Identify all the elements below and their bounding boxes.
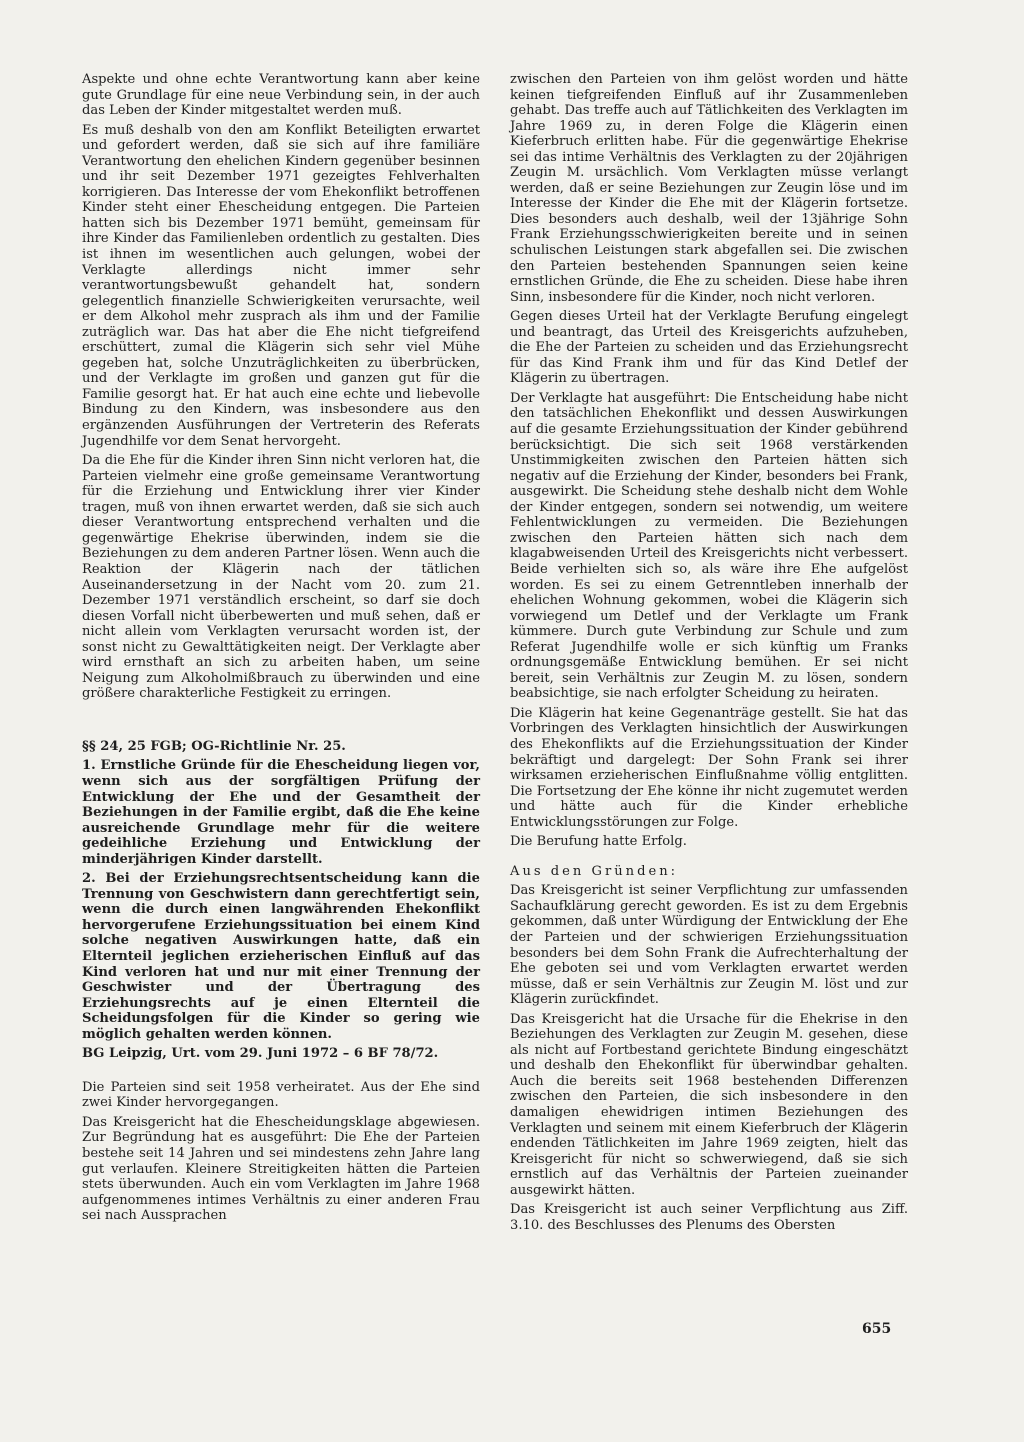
paragraph: Das Kreisgericht hat die Ursache für die Ehekrise in den Beziehungen des Verklagten zur Zeugin M. gesehen, diese als nicht auf Fortbestand gerichtete Bindung eingeschätzt und deshalb den Ehekonflikt für überwindbar gehalten. Auch die bereits seit 1968 bestehenden Differenzen zwischen den Parteien, die sich insbesondere in den damaligen ehewidrigen intimen Beziehungen des Verklagten und seinem mit einem Kieferbruch der Klägerin endenden Tätlichkeiten im Jahre 1969 zeigten, hielt das Kreisgericht für nicht so schwerwiegend, daß sie sich ernstlich auf das Verhältnis der Parteien zueinander ausgewirkt hätten. <box>510 1011 908 1198</box>
paragraph: Das Kreisgericht ist seiner Verpflichtung zur umfassenden Sachaufklärung gerecht geworden. Es ist zu dem Ergebnis gekommen, daß unter Würdigung der Entwicklung der Ehe der Parteien und der schwierigen Erziehungssituation besonders bei dem Sohn Frank die Aufrechterhaltung der Ehe geboten sei und vom Verklagten erwartet werden müsse, daß er sein Verhältnis zur Zeugin M. löst und zur Klägerin zurückfindet. <box>510 883 908 1008</box>
court-reference: BG Leipzig, Urt. vom 29. Juni 1972 – 6 BF 78/72. <box>82 1046 439 1062</box>
left-column <box>82 72 480 1228</box>
paragraph: Der Verklagte hat ausgeführt: Die Entscheidung habe nicht den tatsächlichen Ehekonflikt und dessen Auswirkungen auf die gesamte Erziehungssituation der Kinder gebührend berücksichtigt. Die sich seit 1968 verstärkenden Unstimmigkeiten zwischen den Parteien hätten sich negativ auf die Erziehung der Kinder, besonders bei Frank, ausgewirkt. Die Scheidung stehe deshalb nicht dem Wohle der Kinder entgegen, sondern sei notwendig, um weitere Fehlentwicklungen zu vermeiden. Die Beziehungen zwischen den Parteien hätten sich nach dem klagabweisenden Urteil des Kreisgerichts nicht verbessert. Beide verhielten sich so, als wäre ihre Ehe aufgelöst worden. Es sei zu einem Getrenntleben innerhalb der ehelichen Wohnung gekommen, wobei die Klägerin sich vorwiegend um Detlef und der Verklagte um Frank kümmere. Durch gute Verbindung zur Schule und zum Referat Jugendhilfe wolle er sich künftig um Franks ordnungsgemäße Entwicklung bemühen. Er sei nicht bereit, sein Verhältnis zur Zeugin M. zu lösen, sondern beabsichtige, sie nach erfolgter Scheidung zu heiraten. <box>510 390 908 702</box>
spacer <box>82 706 480 739</box>
leitsatz-1: 1. Ernstliche Gründe für die Ehescheidung liegen vor, wenn sich aus der sorgfältigen Prüfung der Entwicklung der Ehe und der Gesamtheit der Beziehungen in der Familie ergibt, daß die Ehe keine ausreichende Grundlage mehr für die weitere gedeihliche Erziehung und Entwicklung der minderjährigen Kinder darstellt. <box>82 758 480 867</box>
section-heading-reasons: Aus den Gründen: <box>510 863 679 879</box>
paragraph: Die Klägerin hat keine Gegenanträge gestellt. Sie hat das Vorbringen des Verklagten hinsichtlich der Auswirkungen des Ehekonflikts auf die Erziehungssituation der Kinder bekräftigt und dargelegt: Der Sohn Frank sei ihrer wirksamen erzieherischen Einflußnahme völlig entglitten. Die Fortsetzung der Ehe könne ihr nicht zugemutet werden und hätte auch für die Kinder erhebliche Entwicklungsstörungen zur Folge. <box>510 705 908 830</box>
spacer <box>82 1066 480 1080</box>
right-column <box>510 72 908 1237</box>
spacer <box>510 854 908 864</box>
paragraph: Die Berufung hatte Erfolg. <box>510 834 687 850</box>
paragraph: Es muß deshalb von den am Konflikt Beteiligten erwartet und gefordert werden, daß sie sich auf ihre familiäre Verantwortung den ehelichen Kindern gegenüber besinnen und ihr seit Dezember 1971 gezeigtes Fehlverhalten korrigieren. Das Interesse der vom Ehekonflikt betroffenen Kinder steht einer Ehescheidung entgegen. Die Parteien hatten sich bis Dezember 1971 bemüht, gemeinsam für ihre Kinder das Familienleben ordentlich zu gestalten. Dies ist ihnen im wesentlichen auch gelungen, wobei der Verklagte allerdings nicht immer sehr verantwortungsbewußt gehandelt hat, sondern gelegentlich finanzielle Schwierigkeiten verursachte, weil er dem Alkohol mehr zusprach als ihm und der Familie zuträglich war. Das hat aber die Ehe nicht tiefgreifend erschüttert, zumal die Klägerin sich sehr viel Mühe gegeben hat, solche Unzuträglichkeiten zu überbrücken, und der Verklagte im großen und ganzen gut für die Familie gesorgt hat. Er hat auch eine echte und liebevolle Bindung zu den Kindern, was insbesondere aus den ergänzenden Ausführungen der Vertreterin des Referats Jugendhilfe vor dem Senat hervorgeht. <box>82 122 480 449</box>
page-number: 655 <box>862 1321 892 1337</box>
leitsatz-2: 2. Bei der Erziehungsrechtsentscheidung kann die Trennung von Geschwistern dann gerechtfertigt sein, wenn die durch einen langwährenden Ehekonflikt hervorgerufene Erziehungssituation bei einem Kind solche negativen Auswirkungen hatte, daß ein Elternteil jeglichen erzieherischen Einfluß auf das Kind verloren hat und nur mit einer Trennung der Geschwister und der Übertragung des Erziehungsrechts auf je einen Elternteil die Scheidungsfolgen für die Kinder so gering wie möglich gehalten werden können. <box>82 871 480 1042</box>
paragraph: zwischen den Parteien von ihm gelöst worden und hätte keinen tiefgreifenden Einfluß auf ihr Zusammenleben gehabt. Das treffe auch auf Tätlichkeiten des Verklagten im Jahre 1969 zu, in deren Folge die Klägerin einen Kieferbruch erlitten habe. Für die gegenwärtige Ehekrise sei das intime Verhältnis des Verklagten zu der 20jährigen Zeugin M. ursächlich. Vom Verklagten müsse verlangt werden, daß er seine Beziehungen zur Zeugin löse und im Interesse der Kinder die Ehe mit der Klägerin fortsetze. Dies besonders auch deshalb, weil der 13jährige Sohn Frank Erziehungsschwierigkeiten bereite und in seinen schulischen Leistungen stark abgefallen sei. Die zwischen den Parteien bestehenden Spannungen seien keine ernstlichen Gründe, die Ehe zu scheiden. Diese habe ihren Sinn, insbesondere für die Kinder, noch nicht verloren. <box>510 72 908 305</box>
paragraph: Da die Ehe für die Kinder ihren Sinn nicht verloren hat, die Parteien vielmehr eine große gemeinsame Verantwortung für die Erziehung und Entwicklung ihrer vier Kinder tragen, muß von ihnen erwartet werden, daß sie sich auch dieser Verantwortung entsprechend verhalten und die gegenwärtige Ehekrise überwinden, indem sie die Beziehungen zu dem anderen Partner lösen. Wenn auch die Reaktion der Klägerin nach der tätlichen Auseinandersetzung in der Nacht vom 20. zum 21. Dezember 1971 verständlich erscheint, so darf sie doch diesen Vorfall nicht überbewerten und muß sehen, daß er nicht allein vom Verklagten verursacht worden ist, der sonst nicht zu Gewalttätigkeiten neigt. Der Verklagte aber wird ernsthaft an sich zu arbeiten haben, um seine Neigung zum Alkoholmißbrauch zu überwinden und eine größere charakterliche Festigkeit zu erringen. <box>82 453 480 702</box>
paragraph: Aspekte und ohne echte Verantwortung kann aber keine gute Grundlage für eine neue Verbindung sein, in der auch das Leben der Kinder mitgestaltet werden muß. <box>82 72 480 119</box>
paragraph: Die Parteien sind seit 1958 verheiratet. Aus der Ehe sind zwei Kinder hervorgegangen. <box>82 1079 480 1111</box>
paragraph: Gegen dieses Urteil hat der Verklagte Berufung eingelegt und beantragt, das Urteil des Kreisgerichts aufzuheben, die Ehe der Parteien zu scheiden und das Erziehungsrecht für das Kind Frank ihm und für das Kind Detlef der Klägerin zu übertragen. <box>510 309 908 387</box>
paragraph: Das Kreisgericht hat die Ehescheidungsklage abgewiesen. Zur Begründung hat es ausgeführt: Die Ehe der Parteien bestehe seit 14 Jahren und sei mindestens zehn Jahre lang gut verlaufen. Kleinere Streitigkeiten hätten die Parteien stets überwunden. Auch ein vom Verklagten im Jahre 1968 aufgenommenes intimes Verhältnis zu einer anderen Frau sei nach Aussprachen <box>82 1114 480 1224</box>
paragraph: Das Kreisgericht ist auch seiner Verpflichtung aus Ziff. 3.10. des Beschlusses des Plenums des Obersten <box>510 1202 908 1233</box>
section-heading-statute: §§ 24, 25 FGB; OG-Richtlinie Nr. 25. <box>82 738 346 754</box>
